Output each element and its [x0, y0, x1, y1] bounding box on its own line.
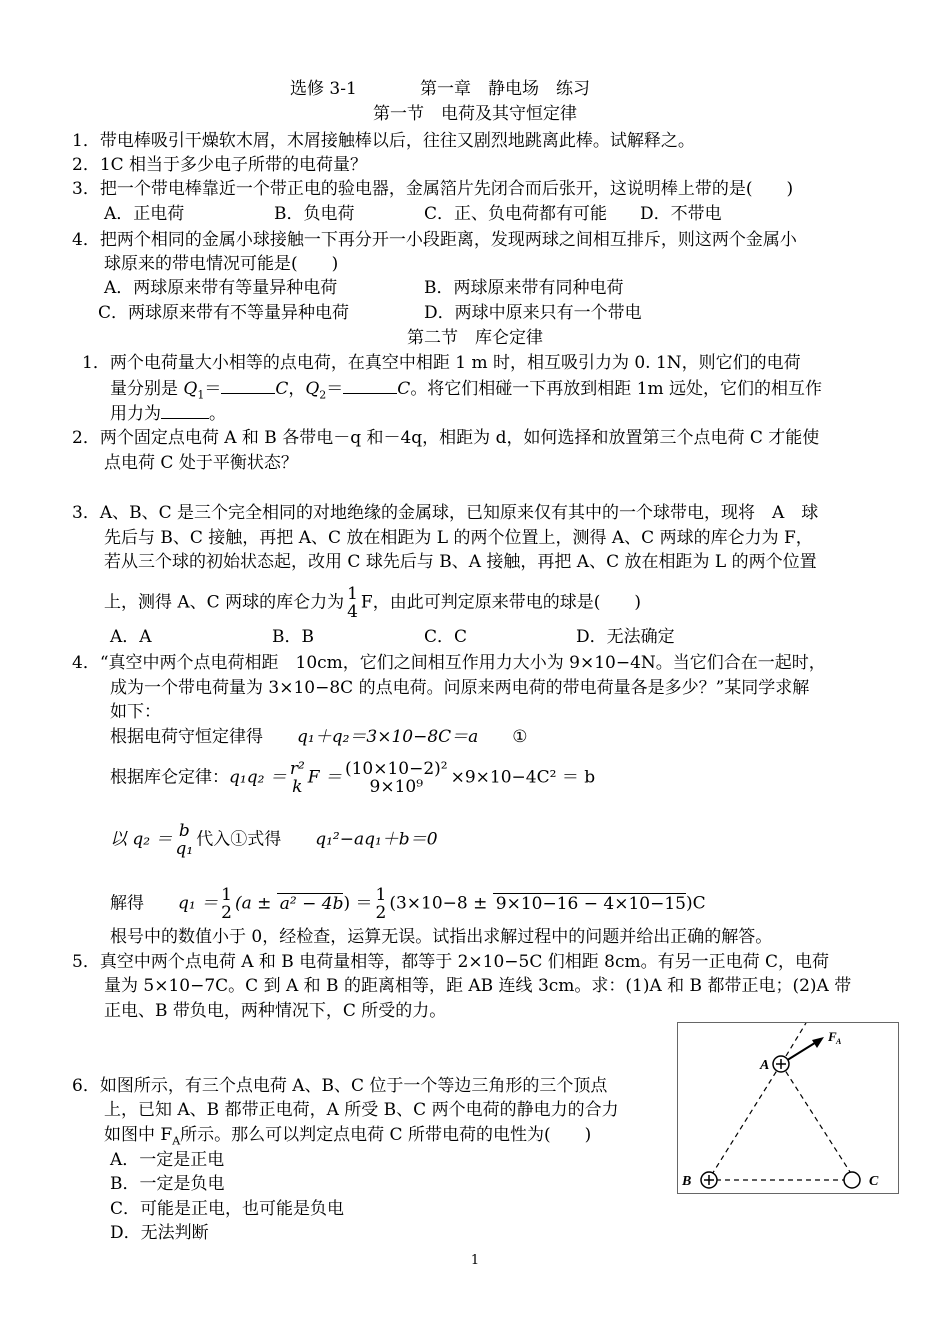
charge-triangle-figure [677, 1022, 899, 1194]
s2-q4-eq3-mid: 代入①式得 [196, 829, 282, 850]
s2-q4-line1: 4．“真空中两个点电荷相距 10cm，它们之间相互作用力大小为 9×10−4N。当它们合在一起时， [72, 653, 826, 673]
s1-q4-option-d: D．两球中原来只有一个带电 [424, 303, 642, 323]
s2-q4-eq2-mid: F ＝ [307, 767, 342, 788]
s2-q3-line2: 先后与 B、C 接触，再把 A、C 放在相距为 L 的两个位置上，测得 A、C 两球的库仑力为 F， [104, 528, 813, 548]
s2-q1-symbol-q2: Q [305, 379, 320, 399]
s2-q1-equals1: ＝ [204, 379, 222, 399]
s2-q4-eq3-frac [176, 822, 194, 858]
label-c: C [869, 1174, 879, 1189]
s2-q4-conclusion: 根号中的数值小于 0，经检查，运算无误。试指出求解过程中的问题并给出正确的解答。 [110, 927, 773, 947]
s1-q4-option-b: B．两球原来带有同种电荷 [424, 278, 624, 298]
s2-q4-eq4-close2: )C [685, 893, 706, 914]
s1-q1: 1．带电棒吸引干燥软木屑，木屑接触棒以后，往往又剧烈地跳离此棒。试解释之。 [72, 131, 695, 151]
s2-q4-eq1-body: q₁＋q₂＝3×10−8C＝a [297, 727, 479, 747]
s2-q6-option-d: D．无法判断 [110, 1223, 209, 1243]
s2-q2-line2: 点电荷 C 处于平衡状态？ [104, 453, 298, 473]
s2-q1-line3 [110, 402, 226, 425]
s1-q3-option-b: B．负电荷 [274, 204, 355, 224]
label-fa: F [828, 1029, 837, 1044]
s2-q5-line2: 量为 5×10−7C。C 到 A 和 B 的距离相等，距 AB 连线 3cm。求：(1)A 和 B 都带正电；(2)A 带 [104, 976, 852, 996]
s2-q4-eq2-frac1-den: k [292, 777, 303, 797]
s2-q6-option-b: B．一定是负电 [110, 1174, 225, 1194]
s2-q1-end: 。 [209, 404, 226, 424]
s2-q4-eq4-paren2: (3×10−8 ± [389, 893, 488, 914]
s2-q1-sub1: 1 [197, 388, 205, 402]
s1-q2: 2．1C 相当于多少电子所带的电荷量？ [72, 155, 368, 175]
s2-q6-line3-start: 如图中 F [104, 1125, 173, 1145]
s2-q4-eq3-frac-num: b [178, 821, 190, 841]
s1-q3-option-d: D．不带电 [640, 204, 722, 224]
s1-q3: 3．把一个带电棒靠近一个带正电的验电器，金属箔片先闭合而后张开，这说明棒上带的是( ) [72, 179, 794, 199]
s2-q4-eq1-label: 根据电荷守恒定律得 [110, 727, 263, 747]
label-b: B [682, 1174, 692, 1189]
s1-q3-option-c: C．正、负电荷都有可能 [424, 204, 608, 224]
s2-q1-sep: ， [288, 379, 306, 399]
s1-q3-option-a: A．正电荷 [104, 204, 185, 224]
s2-q1-blank-force[interactable] [161, 402, 209, 419]
s2-q4-line2: 成为一个带电荷量为 3×10−8C 的点电荷。问原来两电荷的带电荷量各是多少？”某同学求解 [110, 678, 810, 698]
s2-q6-fa-sub: A [172, 1134, 181, 1148]
triangle-diagram [678, 1023, 898, 1193]
s2-q6-option-c: C．可能是正电，也可能是负电 [110, 1199, 345, 1219]
label-fa-sub: A [836, 1037, 842, 1046]
s2-q3-line1: 3．A、B、C 是三个完全相同的对地绝缘的金属球，已知原来仅有其中的一个球带电，现将 A 球 [72, 503, 819, 523]
s2-q6-line2: 上，已知 A、B 都带正电荷，A 所受 B、C 两个电荷的静电力的合力 [104, 1100, 619, 1120]
s2-q4-eq4-lhs: q₁ ＝ [178, 893, 219, 914]
s2-q6-option-a: A．一定是正电 [110, 1150, 225, 1170]
s2-q4-eq2-frac2 [345, 760, 448, 796]
s2-q4-eq2-frac1-num: r² [289, 759, 305, 779]
s2-q1-blank-q2[interactable] [343, 377, 397, 394]
s2-q3-line4-start: 上，测得 A、C 两球的库仑力为 [104, 592, 345, 613]
s2-q3-fraction [347, 585, 358, 621]
s2-q4-eq2-lhs: q₁q₂ ＝ [229, 767, 287, 788]
charge-c-circle [844, 1172, 860, 1188]
s2-q1-equals2: ＝ [326, 379, 344, 399]
s2-q4-eq3-lhs: 以 q₂ ＝ [110, 829, 173, 850]
side-ac [781, 1064, 852, 1175]
s2-q4-line3: 如下： [110, 702, 161, 722]
s1-q4-line1: 4．把两个相同的金属小球接触一下再分开一小段距离，发现两球之间相互排斥，则这两个金属小 [72, 230, 797, 250]
s2-q3-option-b: B．B [272, 627, 314, 647]
page-number: 1 [470, 1253, 480, 1268]
s2-q3-frac-den: 4 [347, 602, 358, 622]
s2-q6-line3-end: 所示。那么可以判定点电荷 C 所带电荷的电性为( ) [180, 1125, 592, 1145]
s2-q1-unit2: C [397, 379, 411, 399]
s2-q4-eq4-frac2 [376, 886, 387, 922]
s2-q4-eq4-frac1-num: 1 [221, 885, 232, 905]
s1-q4-line2: 球原来的带电情况可能是( ) [104, 254, 339, 274]
s2-q3-line3: 若从三个球的初始状态起，改用 C 球先后与 B、A 接触，再把 A、C 放在相距为 L 的两个位置 [104, 552, 817, 572]
s2-q1-blank-q1[interactable] [221, 377, 275, 394]
s2-q3-option-c: C．C [424, 627, 468, 647]
section2-title: 第二节 库仑定律 [407, 328, 543, 348]
s2-q4-eq2-rhs: ×9×10−4C² ＝ b [450, 767, 596, 788]
course-label: 选修 3-1 [290, 79, 357, 99]
s2-q4-eq2-frac2-num: (10×10−2)² [344, 759, 448, 779]
s2-q4-eq4-close1: ) ＝ [343, 893, 373, 914]
s2-q4-eq2-frac2-den: 9×10⁹ [369, 777, 424, 797]
s2-q1-sub2: 2 [319, 388, 327, 402]
s2-q4-eq4 [110, 886, 706, 922]
label-a: A [760, 1058, 770, 1073]
s2-q1-symbol-q1: Q [183, 379, 198, 399]
s2-q4-eq4-frac2-den: 2 [375, 903, 387, 923]
s2-q4-eq2-frac1 [290, 760, 305, 796]
s2-q4-eq4-label: 解得 [110, 893, 144, 914]
s2-q4-eq2 [110, 760, 595, 796]
s2-q4-eq1 [110, 726, 528, 748]
s2-q3-option-a: A．A [110, 627, 152, 647]
s2-q1-force-label: 用力为 [110, 404, 161, 424]
s2-q1-unit1: C [275, 379, 289, 399]
section1-title: 第一节 电荷及其守恒定律 [373, 104, 577, 124]
s2-q3-line4-end: F，由此可判定原来带电的球是( ) [360, 592, 641, 613]
s2-q1-rest: 。将它们相碰一下再放到相距 1m 远处，它们的相互作 [410, 379, 823, 399]
s2-q4-eq2-label: 根据库仑定律： [110, 767, 229, 788]
chapter-title: 第一章 静电场 练习 [420, 79, 590, 99]
s1-q4-option-a: A．两球原来带有等量异种电荷 [104, 278, 338, 298]
s2-q6-line1: 6．如图所示，有三个点电荷 A、B、C 位于一个等边三角形的三个顶点 [72, 1076, 608, 1096]
s2-q2-line1: 2．两个固定点电荷 A 和 B 各带电－q 和－4q，相距为 d，如何选择和放置第三个点电荷 C 才能使 [72, 428, 820, 448]
s2-q4-eq4-paren1: (a ± [234, 893, 272, 914]
s2-q4-eq3 [110, 822, 438, 858]
s2-q4-eq3-frac-den: q₁ [175, 839, 194, 859]
s2-q3-frac-num: 1 [347, 584, 358, 604]
s2-q3-option-d: D．无法确定 [576, 627, 675, 647]
s2-q4-eq3-rhs: q₁²−aq₁＋b＝0 [315, 829, 438, 850]
s2-q4-eq4-frac2-num: 1 [375, 885, 387, 905]
s2-q1-line1: 1．两个电荷量大小相等的点电荷，在真空中相距 1 m 时，相互吸引力为 0. 1N，则它们的电荷 [82, 353, 801, 373]
s2-q4-eq4-root1: a² − 4b [277, 893, 344, 914]
s1-q4-option-c: C．两球原来带有不等量异种电荷 [98, 303, 350, 323]
s2-q4-eq4-root2: 9×10−16 − 4×10−15 [493, 893, 686, 914]
s2-q4-eq1-mark: ① [512, 727, 528, 747]
s2-q1-intro: 量分别是 [110, 379, 184, 399]
s2-q4-eq4-frac1-den: 2 [221, 903, 232, 923]
s2-q5-line1: 5．真空中两个点电荷 A 和 B 电荷量相等，都等于 2×10−5C 们相距 8cm。有另一正电荷 C，电荷 [72, 952, 830, 972]
side-ab [709, 1064, 781, 1179]
s2-q4-eq4-frac1 [221, 886, 232, 922]
s2-q5-line3: 正电、B 带负电，两种情况下，C 所受的力。 [104, 1001, 447, 1021]
force-arrow-head [812, 1037, 824, 1048]
s2-q3-line4 [104, 585, 641, 621]
